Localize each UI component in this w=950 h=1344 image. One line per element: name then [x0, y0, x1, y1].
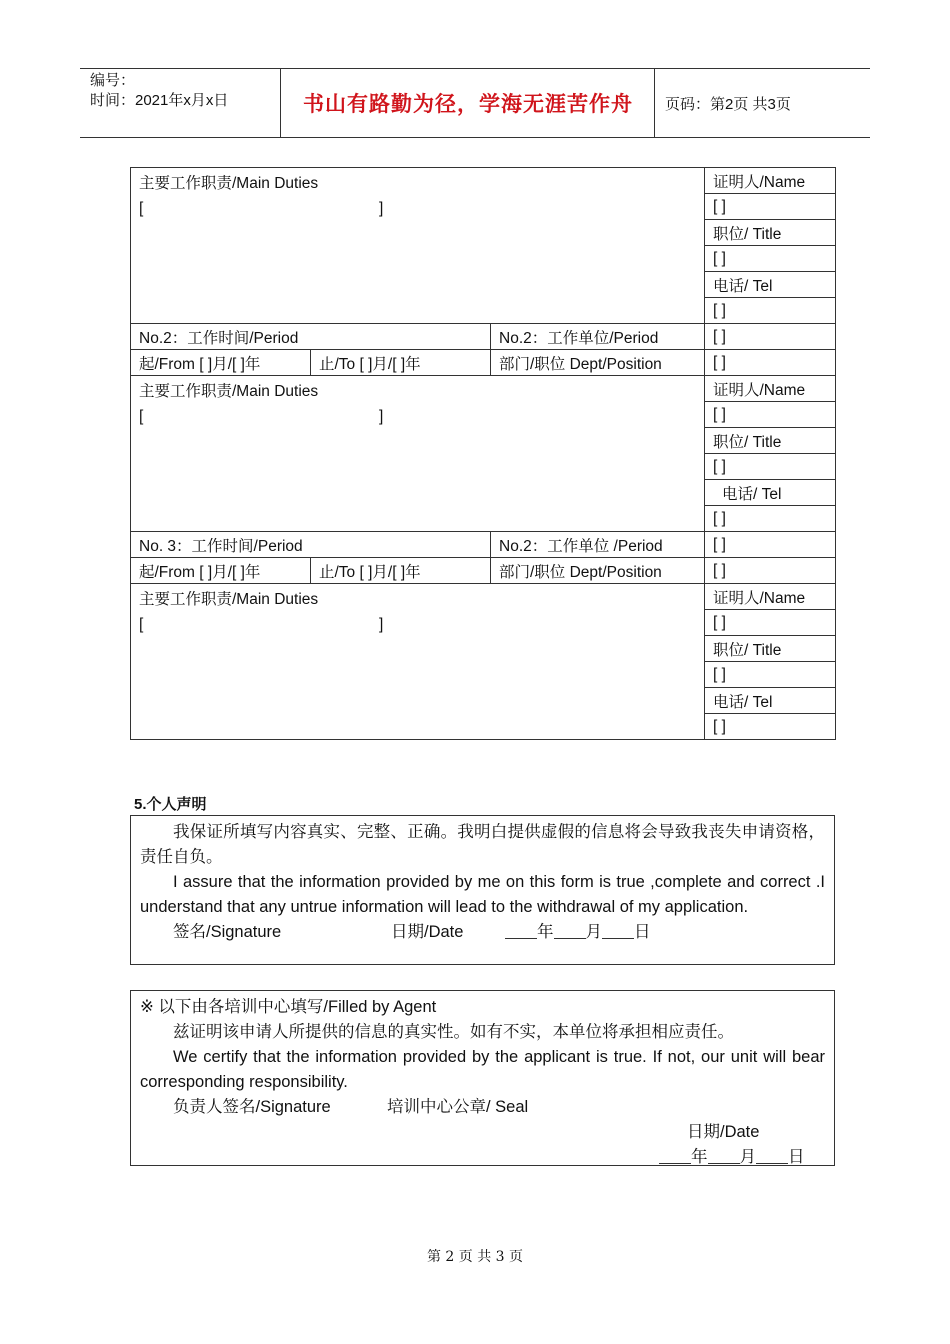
declaration-signature-line	[140, 920, 825, 945]
bracket-close: ]	[379, 616, 384, 633]
month-blank[interactable]	[554, 922, 586, 939]
declaration-title: 5.个人声明	[134, 796, 207, 813]
main-duties-cell[interactable]	[131, 584, 705, 740]
position-input[interactable]: [ ]	[705, 662, 836, 688]
agent-signature-line	[140, 1095, 825, 1120]
tel-input[interactable]: [ ]	[705, 714, 836, 740]
year-blank[interactable]	[505, 922, 537, 939]
position-label: 职位/ Title	[705, 428, 836, 454]
position-input[interactable]: [ ]	[705, 454, 836, 480]
bracket-close: ]	[379, 200, 384, 217]
period-label: No. 3：工作时间/Period	[131, 532, 491, 558]
employer-input[interactable]: [ ]	[705, 324, 836, 350]
table-row	[131, 584, 836, 610]
from-date-field[interactable]: 起/From [ ]月/[ ]年	[131, 558, 311, 584]
signature-label: 签名/Signature	[173, 923, 282, 941]
bracket-close: ]	[379, 408, 384, 425]
main-duties-cell[interactable]	[131, 168, 705, 324]
to-date-field[interactable]: 止/To [ ]月/[ ]年	[311, 350, 491, 376]
agent-month-label: 月	[739, 1148, 756, 1166]
agent-signature-label: 负责人签名/Signature	[173, 1098, 331, 1116]
agent-year-label: 年	[691, 1148, 708, 1166]
table-row	[131, 168, 836, 194]
dept-position-input[interactable]: [ ]	[705, 350, 836, 376]
year-label: 年	[537, 923, 554, 941]
position-label: 职位/ Title	[705, 636, 836, 662]
table-row	[131, 558, 836, 584]
declaration-box	[130, 815, 835, 965]
agent-box	[130, 990, 835, 1166]
tel-label: 电话/ Tel	[705, 688, 836, 714]
header-number-label: 编号：	[90, 72, 136, 89]
dept-position-input[interactable]: [ ]	[705, 558, 836, 584]
agent-cn-text: 兹证明该申请人所提供的信息的真实性。如有不实，本单位将承担相应责任。	[173, 1023, 734, 1041]
tel-label: 电话/ Tel	[705, 480, 836, 506]
header-meta	[80, 69, 281, 137]
main-duties-cell[interactable]	[131, 376, 705, 532]
month-label: 月	[585, 923, 602, 941]
employer-label: No.2：工作单位/Period	[491, 324, 705, 350]
from-date-field[interactable]: 起/From [ ]月/[ ]年	[131, 350, 311, 376]
dept-position-label: 部门/职位 Dept/Position	[491, 350, 705, 376]
seal-label: 培训中心公章/ Seal	[387, 1098, 529, 1116]
agent-month-blank[interactable]	[708, 1147, 740, 1164]
declaration-en-text: I assure that the information provided by me on this form is true ,complete and correct .I understand that any untrue information will lead to the withdrawal of my application.	[140, 873, 825, 916]
witness-input[interactable]: [ ]	[705, 194, 836, 220]
declaration-cn-text: 我保证所填写内容真实、完整、正确。我明白提供虚假的信息将会导致我丧失申请资格，责任自负。	[140, 823, 825, 866]
bracket-open: [	[139, 200, 144, 217]
bracket-open: [	[139, 616, 144, 633]
table-row	[131, 350, 836, 376]
tel-input[interactable]: [ ]	[705, 298, 836, 324]
dept-position-label: 部门/职位 Dept/Position	[491, 558, 705, 584]
witness-input[interactable]: [ ]	[705, 402, 836, 428]
to-date-field[interactable]: 止/To [ ]月/[ ]年	[311, 558, 491, 584]
witness-label: 证明人/Name	[705, 376, 836, 402]
position-input[interactable]: [ ]	[705, 246, 836, 272]
header-time-label: 时间：2021年x月x日	[90, 92, 229, 109]
table-row	[131, 324, 836, 350]
main-duties-label: 主要工作职责/Main Duties	[139, 175, 319, 192]
witness-label: 证明人/Name	[705, 584, 836, 610]
agent-date-label-line	[140, 1120, 825, 1145]
work-experience-table	[130, 167, 836, 740]
agent-day-label: 日	[788, 1148, 805, 1166]
agent-date-line	[140, 1145, 825, 1170]
bracket-open: [	[139, 408, 144, 425]
day-label: 日	[634, 923, 651, 941]
tel-input[interactable]: [ ]	[705, 506, 836, 532]
header-motto: 书山有路勤为径，学海无涯苦作舟	[282, 69, 655, 137]
period-label: No.2：工作时间/Period	[131, 324, 491, 350]
day-blank[interactable]	[602, 922, 634, 939]
page-footer: 第 2 页 共 3 页	[426, 1249, 524, 1265]
agent-year-blank[interactable]	[659, 1147, 691, 1164]
page-header	[80, 68, 870, 138]
position-label: 职位/ Title	[705, 220, 836, 246]
agent-title: ※ 以下由各培训中心填写/Filled by Agent	[140, 998, 437, 1016]
agent-en-text: We certify that the information provided by the applicant is true. If not, our unit will bear corresponding responsibility.	[140, 1048, 825, 1091]
main-duties-label: 主要工作职责/Main Duties	[139, 591, 319, 608]
agent-date-label: 日期/Date	[687, 1123, 760, 1141]
date-label: 日期/Date	[391, 923, 464, 941]
agent-day-blank[interactable]	[756, 1147, 788, 1164]
witness-label: 证明人/Name	[705, 168, 836, 194]
table-row	[131, 532, 836, 558]
main-duties-label: 主要工作职责/Main Duties	[139, 383, 319, 400]
tel-label: 电话/ Tel	[705, 272, 836, 298]
header-page-label: 页码：第2页 共3页	[665, 95, 791, 113]
employer-input[interactable]: [ ]	[705, 532, 836, 558]
table-row	[131, 376, 836, 402]
witness-input[interactable]: [ ]	[705, 610, 836, 636]
employer-label: No.2：工作单位 /Period	[491, 532, 705, 558]
